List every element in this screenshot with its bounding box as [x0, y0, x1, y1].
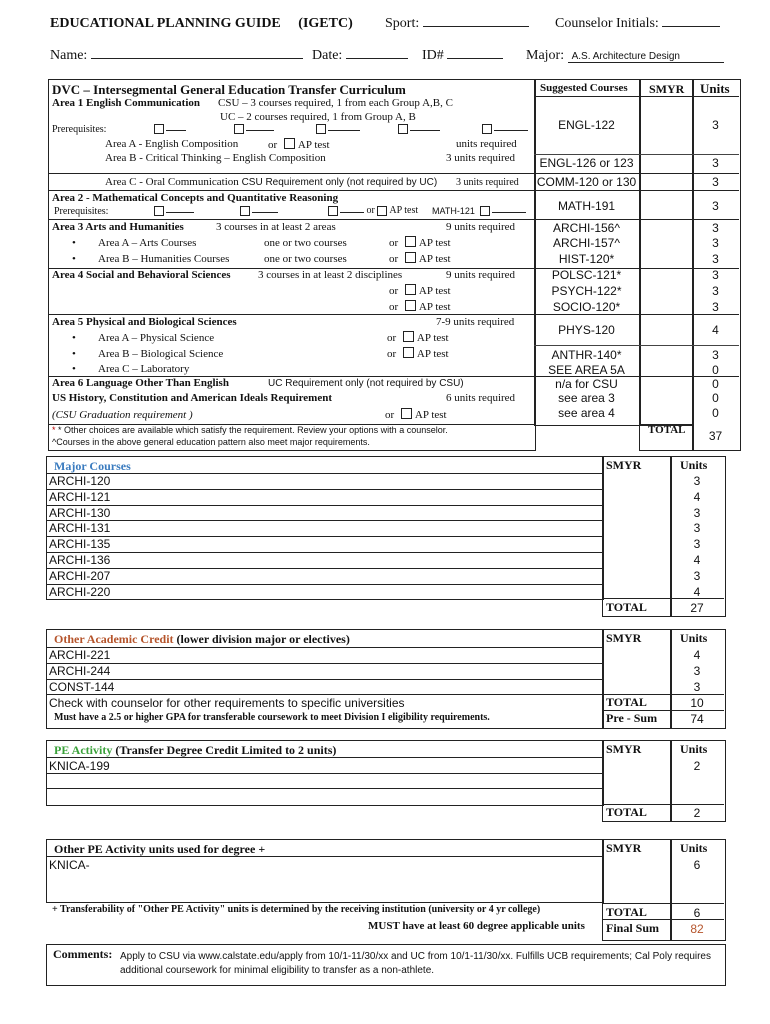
otherpe-rule — [46, 856, 602, 857]
row-rule — [46, 679, 602, 680]
major-course-name[interactable]: ARCHI-131 — [49, 521, 111, 536]
other-gpa-note: Must have a 2.5 or higher GPA for transferable coursework to meet Division I eligibility requirements. — [54, 712, 490, 723]
date-input[interactable] — [346, 58, 408, 59]
major-course-name[interactable]: ARCHI-130 — [49, 505, 111, 520]
ge-course-name: see area 3 — [558, 391, 615, 405]
area1-prereq-checkbox[interactable] — [398, 123, 440, 134]
ap-checkbox[interactable] — [405, 236, 416, 247]
ge-course-units: 4 — [712, 323, 719, 337]
other-check-note: Check with counselor for other requirements to specific universities — [49, 696, 405, 710]
title-text: EDUCATIONAL PLANNING GUIDE — [50, 16, 281, 31]
ge-course-units: 0 — [712, 377, 719, 391]
major-title-text: Major Courses — [54, 459, 131, 473]
ap-checkbox[interactable] — [401, 408, 412, 419]
area4-units: 9 units required — [446, 269, 516, 281]
ge-course-units: 3 — [712, 199, 719, 213]
sport-field[interactable] — [385, 16, 529, 32]
ap-checkbox[interactable] — [403, 331, 414, 342]
major-course-units: 3 — [693, 505, 701, 520]
us-units: 6 units required — [446, 392, 516, 404]
pe-title-text: PE Activity — [54, 743, 113, 757]
area1-uc-note: UC – 2 courses required, 1 from Group A, B — [220, 111, 416, 123]
pe-col-smyr: SMYR — [606, 742, 642, 756]
row-rule — [46, 647, 602, 648]
other-title-text: Other Academic Credit — [54, 632, 174, 646]
area3-units: 9 units required — [446, 221, 516, 233]
row-rule — [46, 663, 602, 664]
row-rule — [46, 473, 602, 474]
area1-prereq-checkbox[interactable] — [234, 123, 274, 134]
ge-course-name: ARCHI-156^ — [553, 221, 620, 235]
area1-prereq-checkbox[interactable] — [316, 123, 360, 134]
pe-rule — [46, 773, 602, 774]
ge-title: DVC – Intersegmental General Education Transfer Curriculum — [52, 82, 406, 97]
otherpe-total: 6 — [693, 906, 701, 920]
igetc-label: (IGETC) — [298, 16, 353, 31]
ge-rule — [534, 345, 739, 346]
area2-prereq-checkbox[interactable] — [240, 205, 278, 216]
area5a-ap[interactable]: or AP test — [387, 332, 449, 344]
major-total: 27 — [690, 601, 704, 615]
area5-title: Area 5 Physical and Biological Sciences — [52, 316, 237, 328]
doc-title — [50, 16, 353, 32]
otherpe-final-rule — [602, 919, 724, 920]
ge-course-name: POLSC-121* — [551, 268, 622, 282]
ge-rule — [48, 314, 739, 315]
ge-course-name: SEE AREA 5A — [548, 363, 625, 377]
ge-course-units: 3 — [712, 236, 719, 250]
area1b-label: Area B - Critical Thinking – English Composition — [105, 152, 326, 164]
area2-prereq-checkbox[interactable] — [480, 205, 526, 216]
area4-ap[interactable]: or AP test — [389, 301, 451, 313]
area3a-count: one or two courses — [264, 237, 347, 249]
ge-course-name: ARCHI-157^ — [553, 236, 620, 250]
area6-note: UC Requirement only (not required by CSU) — [268, 378, 464, 389]
area4-ap[interactable]: or AP test — [389, 285, 451, 297]
us-ap[interactable]: or AP test — [385, 409, 447, 421]
ge-total-label: TOTAL — [648, 424, 686, 436]
ge-col-suggested: Suggested Courses — [540, 82, 628, 94]
ge-course-units: 0 — [712, 363, 719, 377]
row-rule — [46, 536, 602, 537]
counselor-input[interactable] — [662, 26, 720, 27]
area2-prereq-label: Prerequisites: — [54, 206, 109, 217]
ge-course-units: 3 — [712, 156, 719, 170]
area1-csu-note: CSU – 3 courses required, 1 from each Group A,B, C — [218, 97, 453, 109]
area1a-ap[interactable]: or AP test — [268, 139, 330, 151]
ge-course-units: 3 — [712, 348, 719, 362]
id-field[interactable] — [422, 48, 503, 64]
major-course-name[interactable]: ARCHI-136 — [49, 553, 111, 567]
otherpe-transfer-note: + Transferability of "Other PE Activity" units is determined by the receiving institution (university or 4 yr college) — [52, 904, 541, 915]
ge-course-name: n/a for CSU — [555, 377, 618, 391]
ap-checkbox[interactable] — [377, 206, 387, 216]
pe-row-course[interactable]: KNICA-199 — [49, 759, 110, 773]
otherpe-must-note: MUST have at least 60 degree applicable units — [368, 920, 585, 932]
major-course-name[interactable]: ARCHI-135 — [49, 537, 111, 552]
other-total-label: TOTAL — [606, 695, 647, 709]
pe-row-units: 2 — [693, 759, 701, 773]
id-input[interactable] — [447, 58, 503, 59]
ge-col-units: Units — [700, 81, 730, 96]
otherpe-final-label: Final Sum — [606, 921, 660, 935]
area1-prereq-checkbox[interactable] — [482, 123, 528, 134]
area1a-label: Area A - English Composition — [105, 138, 239, 150]
pe-total: 2 — [693, 806, 701, 820]
area3a-ap[interactable]: or AP test — [389, 237, 451, 249]
major-course-units: 3 — [693, 568, 701, 583]
ge-note-1: * * Other choices are available which satisfy the requirement. Review your options with a counselor. — [52, 425, 448, 435]
ge-course-name: PSYCH-122* — [551, 284, 622, 298]
major-left-box — [46, 456, 604, 600]
major-course-units: 3 — [693, 521, 701, 536]
ge-course-name: ENGL-126 or 123 — [539, 156, 634, 170]
major-course-units: 3 — [693, 537, 701, 552]
ge-course-name: see area 4 — [558, 406, 615, 420]
ge-note-2: ^Courses in the above general education pattern also meet major requirements. — [52, 437, 370, 447]
ap-checkbox[interactable] — [405, 284, 416, 295]
area1-prereq-label: Prerequisites: — [52, 124, 107, 135]
area3a-label: • Area A – Arts Courses — [98, 237, 196, 249]
row-rule — [46, 505, 602, 506]
ge-col-smyr: SMYR — [649, 82, 685, 96]
major-course-units: 4 — [693, 584, 701, 599]
name-label: Name: — [50, 48, 88, 63]
area2-math-label: MATH-121 — [432, 206, 475, 216]
ge-course-name: COMM-120 or 130 — [536, 175, 637, 189]
comments-label: Comments: — [53, 947, 113, 961]
area1-units-required: units required — [456, 138, 517, 150]
area3-title: Area 3 Arts and Humanities — [52, 221, 184, 233]
other-total: 10 — [690, 696, 704, 710]
ge-course-units: 0 — [712, 391, 719, 405]
name-input[interactable] — [91, 58, 303, 59]
pe-col-units: Units — [680, 742, 708, 756]
other-course-name[interactable]: CONST-144 — [49, 679, 115, 694]
date-field[interactable] — [312, 48, 408, 64]
area4-courses-note: 3 courses in at least 2 disciplines — [258, 269, 403, 281]
otherpe-row-course[interactable]: KNICA- — [49, 858, 90, 872]
otherpe-final-sum: 82 — [690, 922, 704, 936]
other-course-units: 3 — [693, 663, 701, 678]
comments-line-1: Apply to CSU via www.calstate.edu/apply from 10/1-11/30/xx and UC from 10/1-11/30/xx. Fulfills UCB requirements; Cal Poly requires — [120, 951, 711, 962]
area1-prereq-checkbox[interactable] — [154, 123, 186, 134]
otherpe-title: Other PE Activity units used for degree + — [54, 842, 266, 856]
area5c-label: • Area C – Laboratory — [98, 363, 189, 375]
other-presum-label: Pre - Sum — [606, 711, 658, 725]
other-col-units: Units — [680, 631, 708, 645]
csu-grad-note: (CSU Graduation requirement ) — [52, 409, 193, 421]
ge-rule — [48, 190, 739, 191]
major-course-units: 4 — [693, 489, 701, 504]
other-presum: 74 — [690, 712, 704, 726]
ge-header-rule — [534, 96, 739, 97]
ge-rule — [48, 219, 739, 220]
major-course-name[interactable]: ARCHI-120 — [49, 474, 111, 488]
pe-rule — [46, 757, 602, 758]
counselor-label: Counselor Initials: — [555, 16, 659, 31]
pe-title — [54, 743, 336, 758]
other-course-units: 3 — [693, 679, 701, 694]
area3b-count: one or two courses — [264, 253, 347, 265]
area5b-label: • Area B – Biological Science — [98, 348, 223, 360]
pe-total-label: TOTAL — [606, 805, 647, 819]
row-rule — [46, 568, 602, 569]
otherpe-col-units: Units — [680, 841, 708, 855]
ge-course-units: 3 — [712, 300, 719, 314]
other-title — [54, 632, 350, 647]
major-col-smyr: SMYR — [606, 458, 642, 472]
comments-line-2: additional coursework for minimal eligibility to transfer as a non-athlete. — [120, 965, 435, 976]
us-title: US History, Constitution and American Ideals Requirement — [52, 392, 333, 404]
date-label: Date: — [312, 48, 343, 63]
ge-course-units: 3 — [712, 118, 719, 132]
area1c-row: Area C - Oral Communication CSU Requirement only (not required by UC) — [105, 176, 438, 188]
other-subtitle: (lower division major or electives) — [176, 632, 350, 646]
major-course-name[interactable]: ARCHI-220 — [49, 584, 111, 599]
pe-rule — [46, 788, 602, 789]
ge-smyr-col — [639, 79, 694, 426]
other-col-smyr: SMYR — [606, 631, 642, 645]
area2-prereq-checkbox[interactable] — [154, 205, 194, 216]
ge-course-name: HIST-120* — [558, 252, 615, 266]
row-rule — [46, 489, 602, 490]
counselor-field[interactable] — [555, 16, 720, 32]
area4-title: Area 4 Social and Behavioral Sciences — [52, 269, 231, 281]
major-title — [54, 459, 131, 474]
sport-input[interactable] — [423, 26, 529, 27]
row-rule — [46, 584, 602, 585]
otherpe-row-units: 6 — [693, 858, 701, 872]
area5a-label: • Area A – Physical Science — [98, 332, 214, 344]
otherpe-total-rule — [602, 903, 724, 904]
area3b-label: • Area B – Humanities Courses — [98, 253, 229, 265]
ge-course-units: 3 — [712, 284, 719, 298]
ge-course-name: ANTHR-140* — [551, 348, 622, 362]
ge-course-name: SOCIO-120* — [552, 300, 621, 314]
ge-course-name: ENGL-122 — [558, 118, 615, 132]
id-label: ID# — [422, 48, 444, 63]
major-course-units: 3 — [693, 474, 701, 488]
ge-course-name: PHYS-120 — [558, 323, 615, 337]
ge-rule — [48, 173, 739, 174]
ge-course-units: 3 — [712, 175, 719, 189]
ge-rule — [534, 154, 739, 155]
ge-course-units: 3 — [712, 268, 719, 282]
ap-checkbox[interactable] — [403, 347, 414, 358]
ap-checkbox[interactable] — [405, 300, 416, 311]
otherpe-col-smyr: SMYR — [606, 841, 642, 855]
name-field[interactable] — [50, 48, 303, 64]
major-course-units: 4 — [693, 553, 701, 567]
area3b-ap[interactable]: or AP test — [389, 253, 451, 265]
major-course-name[interactable]: ARCHI-207 — [49, 568, 111, 583]
area5-units: 7-9 units required — [436, 316, 515, 328]
area1-title: Area 1 English Communication — [52, 97, 201, 109]
area6-title: Area 6 Language Other Than English — [52, 377, 229, 389]
major-total-rule — [602, 598, 724, 599]
other-course-name[interactable]: ARCHI-244 — [49, 663, 111, 678]
ge-course-name: MATH-191 — [557, 199, 616, 213]
major-col-units: Units — [680, 458, 708, 472]
row-rule — [46, 520, 602, 521]
pe-subtitle: (Transfer Degree Credit Limited to 2 units) — [115, 743, 337, 757]
row-rule — [46, 552, 602, 553]
other-course-units: 4 — [693, 648, 701, 662]
otherpe-total-label: TOTAL — [606, 905, 647, 919]
ge-course-units: 3 — [712, 252, 719, 266]
area5b-ap[interactable]: or AP test — [387, 348, 449, 360]
area1b-units: 3 units required — [446, 152, 516, 164]
area2-title: Area 2 - Mathematical Concepts and Quantitative Reasoning — [52, 192, 339, 204]
major-smyr-col — [602, 456, 672, 617]
major-course-name[interactable]: ARCHI-121 — [49, 489, 111, 504]
area3-courses-note: 3 courses in at least 2 areas — [216, 221, 336, 233]
other-course-name[interactable]: ARCHI-221 — [49, 648, 111, 662]
major-field[interactable] — [526, 48, 724, 64]
ge-course-units: 0 — [712, 406, 719, 420]
major-input[interactable]: A.S. Architecture Design — [568, 51, 724, 63]
ap-checkbox[interactable] — [405, 252, 416, 263]
area2-ap-row[interactable]: or AP test — [328, 205, 418, 216]
ge-course-units: 3 — [712, 221, 719, 235]
area1c-units: 3 units required — [456, 177, 519, 188]
sport-label: Sport: — [385, 16, 420, 31]
major-total-label: TOTAL — [606, 600, 647, 614]
major-label: Major: — [526, 48, 565, 63]
ap-checkbox[interactable] — [284, 138, 295, 149]
ge-total-units: 37 — [708, 429, 723, 443]
